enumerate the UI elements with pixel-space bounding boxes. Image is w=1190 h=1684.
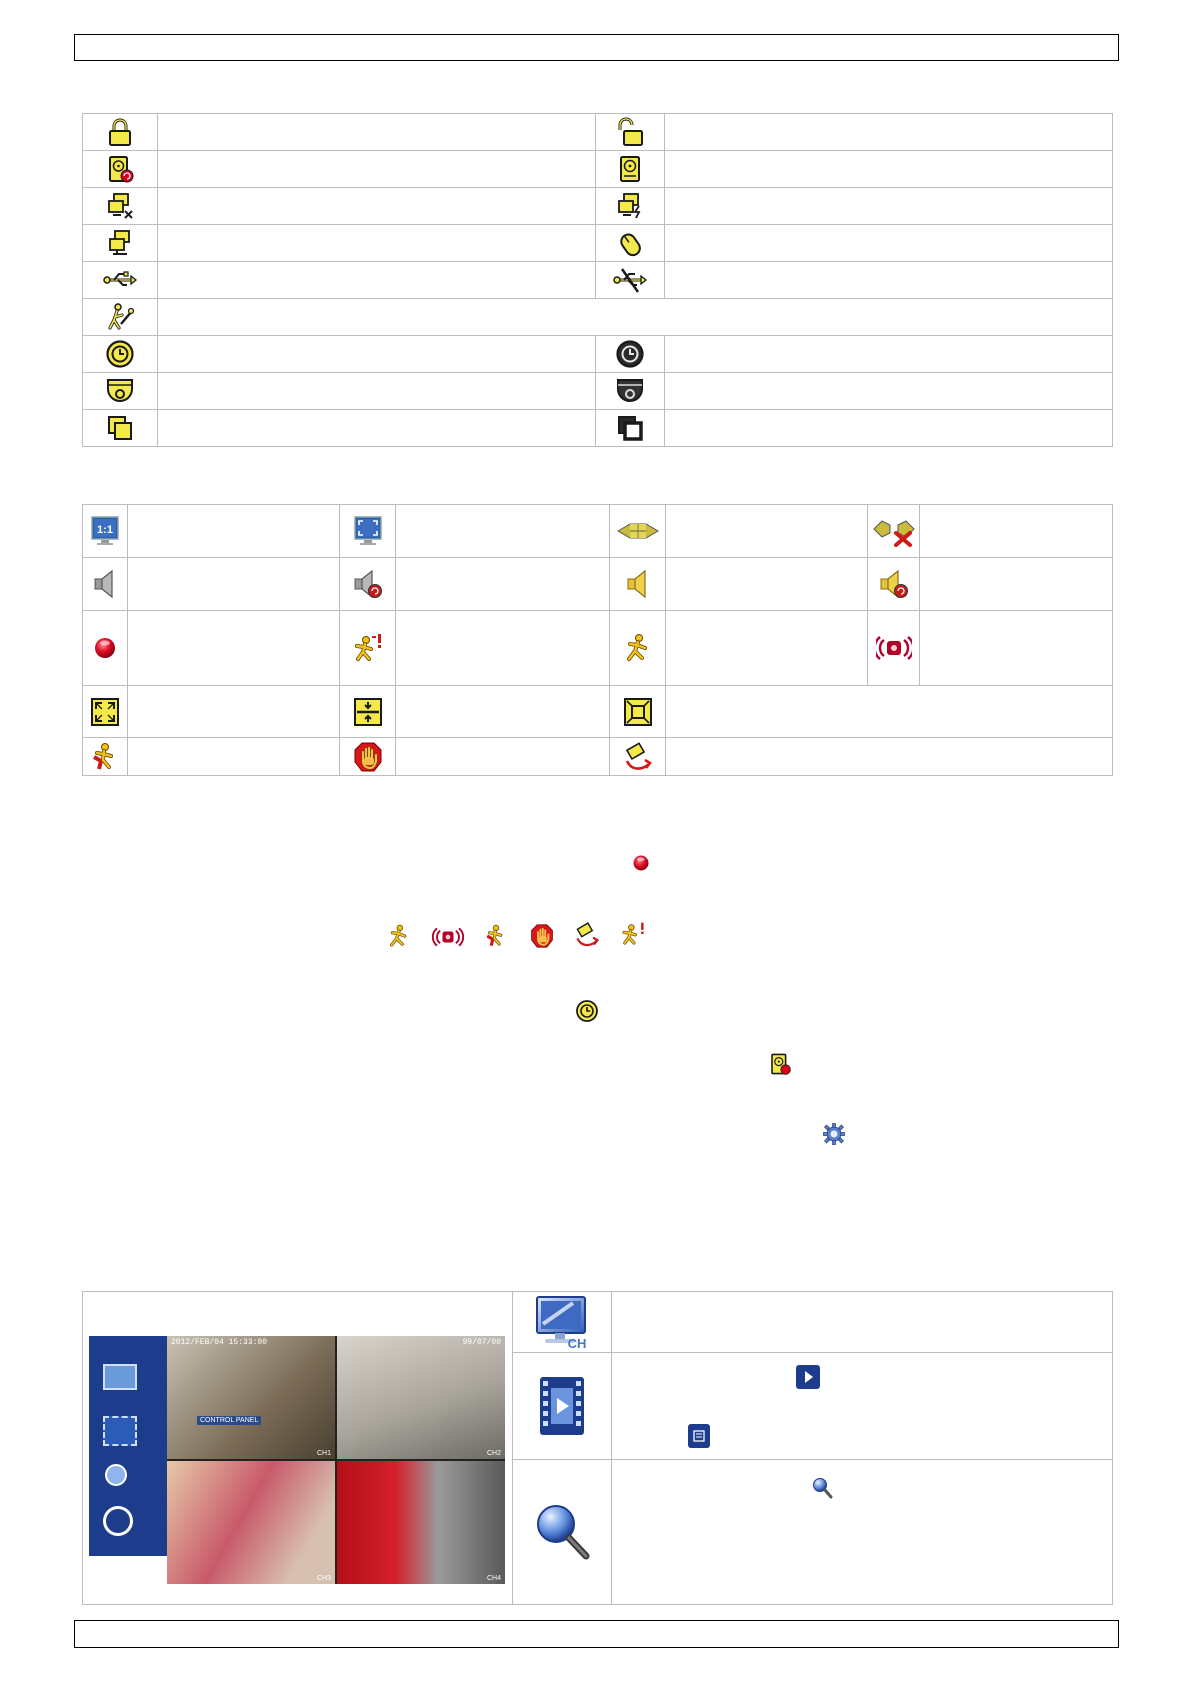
status-text bbox=[158, 373, 596, 410]
stop-label bbox=[396, 738, 610, 776]
status-text bbox=[665, 336, 1113, 373]
motion-alert-icon bbox=[620, 921, 646, 947]
alarm-icon bbox=[432, 926, 464, 948]
osd-date: 2012/FEB/04 15:33:00 bbox=[171, 1338, 268, 1347]
status-text bbox=[158, 262, 596, 299]
camera-view-ch4 bbox=[337, 1461, 505, 1584]
speaker-grey-icon bbox=[83, 558, 128, 611]
motion-icon bbox=[610, 611, 666, 686]
zoom-expand-icon bbox=[83, 686, 128, 738]
status-row bbox=[83, 299, 1113, 336]
cable-disconnected-icon bbox=[868, 505, 920, 558]
fit-label bbox=[666, 686, 1113, 738]
play-icon bbox=[796, 1365, 820, 1389]
ptz-off-icon bbox=[596, 373, 665, 410]
connected-label bbox=[666, 505, 868, 558]
page-footer-box bbox=[74, 1620, 1119, 1648]
ratio-1-1-icon bbox=[83, 505, 128, 558]
timer-record-off-icon bbox=[596, 336, 665, 373]
motion-label bbox=[666, 611, 868, 686]
status-text bbox=[158, 188, 596, 225]
turn-over-icon bbox=[574, 921, 600, 949]
search-magnifier-icon bbox=[105, 1464, 127, 1486]
status-text bbox=[665, 151, 1113, 188]
speaker-yellow-icon bbox=[610, 558, 666, 611]
menu-text-cell bbox=[612, 1353, 1113, 1460]
alarm-icon bbox=[868, 611, 920, 686]
speaker-yellow-muted-icon bbox=[868, 558, 920, 611]
channel-label: CH3 bbox=[316, 1575, 331, 1582]
status-row bbox=[83, 373, 1113, 410]
usb-icon bbox=[83, 262, 158, 299]
motion-alert-icon bbox=[340, 611, 396, 686]
svg-text:1:1: 1:1 bbox=[97, 524, 113, 536]
status-text bbox=[665, 188, 1113, 225]
menu-text bbox=[612, 1292, 1113, 1353]
fullscreen-label bbox=[396, 505, 610, 558]
sequence-on-icon bbox=[83, 410, 158, 447]
sequence-off-icon bbox=[596, 410, 665, 447]
network-internet-icon bbox=[596, 188, 665, 225]
playback-film-icon bbox=[103, 1416, 137, 1446]
audio-on-label bbox=[666, 558, 868, 611]
status-row bbox=[83, 262, 1113, 299]
channel-icon-row bbox=[83, 611, 1113, 686]
unhandled-event-icon bbox=[83, 738, 128, 776]
control-panel-button[interactable]: CONTROL PANEL bbox=[197, 1416, 261, 1425]
menu-text-cell bbox=[612, 1460, 1113, 1605]
status-row bbox=[83, 188, 1113, 225]
search-icon bbox=[810, 1476, 834, 1505]
camera-view-ch2 bbox=[337, 1336, 505, 1459]
status-row bbox=[83, 151, 1113, 188]
list-icon bbox=[688, 1424, 710, 1448]
main-menu-table bbox=[82, 1291, 1113, 1605]
status-text bbox=[158, 225, 596, 262]
alarm-label bbox=[920, 611, 1113, 686]
speaker-grey-muted-icon bbox=[340, 558, 396, 611]
status-text bbox=[665, 373, 1113, 410]
status-text bbox=[665, 225, 1113, 262]
disconnected-label bbox=[920, 505, 1113, 558]
channel-icon-row bbox=[83, 686, 1113, 738]
playback-film-icon bbox=[513, 1353, 612, 1460]
unhandled-event-icon bbox=[484, 923, 508, 949]
channel-icon-table bbox=[82, 504, 1113, 776]
stop-hand-icon bbox=[340, 738, 396, 776]
page-header-box bbox=[74, 34, 1119, 61]
gear-icon bbox=[822, 1122, 846, 1146]
menu-row bbox=[83, 1292, 1113, 1353]
channel-monitor-icon bbox=[103, 1364, 137, 1390]
status-text bbox=[665, 262, 1113, 299]
network-lan-icon bbox=[83, 225, 158, 262]
stop-hand-icon bbox=[530, 923, 554, 949]
record-icon bbox=[632, 854, 650, 872]
status-text bbox=[158, 151, 596, 188]
audio-on-muted-label bbox=[920, 558, 1113, 611]
channel-monitor-icon bbox=[513, 1292, 612, 1353]
fullscreen-monitor-icon bbox=[340, 505, 396, 558]
camera-grid bbox=[167, 1336, 505, 1584]
turn-over-icon bbox=[610, 738, 666, 776]
ch-text: CH bbox=[567, 1336, 587, 1350]
key-lock-icon bbox=[83, 299, 158, 336]
status-row bbox=[83, 410, 1113, 447]
status-row bbox=[83, 225, 1113, 262]
status-text bbox=[158, 336, 596, 373]
status-row bbox=[83, 114, 1113, 151]
status-text bbox=[158, 114, 596, 151]
channel-label: CH2 bbox=[486, 1450, 501, 1457]
status-row bbox=[83, 336, 1113, 373]
hdd-overwrite-icon bbox=[83, 151, 158, 188]
audio-off-muted-label bbox=[396, 558, 610, 611]
status-text bbox=[158, 299, 1113, 336]
expand-label bbox=[128, 686, 340, 738]
channel-label: CH4 bbox=[486, 1575, 501, 1582]
audio-off-label bbox=[128, 558, 340, 611]
mouse-icon bbox=[596, 225, 665, 262]
status-text bbox=[665, 114, 1113, 151]
zoom-compress-icon bbox=[340, 686, 396, 738]
ratio-1-1-label bbox=[128, 505, 340, 558]
menu-sidebar bbox=[89, 1336, 169, 1556]
turnover-label bbox=[666, 738, 1113, 776]
timer-record-on-icon bbox=[83, 336, 158, 373]
record-label bbox=[128, 611, 340, 686]
unlock-icon bbox=[596, 114, 665, 151]
hdd-icon bbox=[596, 151, 665, 188]
channel-label: CH1 bbox=[316, 1450, 331, 1457]
record-icon bbox=[83, 611, 128, 686]
timer-record-on-icon bbox=[575, 999, 599, 1023]
search-magnifier-icon bbox=[513, 1460, 612, 1605]
status-text bbox=[158, 410, 596, 447]
camera-view-ch3 bbox=[167, 1461, 335, 1584]
cable-connected-icon bbox=[610, 505, 666, 558]
motion-icon bbox=[386, 923, 412, 949]
power-icon bbox=[103, 1506, 133, 1536]
channel-icon-row bbox=[83, 738, 1113, 776]
camera-view-ch1 bbox=[167, 1336, 335, 1459]
channel-icon-row bbox=[83, 505, 1113, 558]
zoom-fit-icon bbox=[610, 686, 666, 738]
hdd-overwrite-icon bbox=[768, 1052, 792, 1076]
status-text bbox=[665, 410, 1113, 447]
motion-alert-label bbox=[396, 611, 610, 686]
status-icon-table bbox=[82, 113, 1113, 447]
event-label bbox=[128, 738, 340, 776]
channel-icon-row bbox=[83, 558, 1113, 611]
compress-label bbox=[396, 686, 610, 738]
lock-icon bbox=[83, 114, 158, 151]
usb-disconnected-icon bbox=[596, 262, 665, 299]
network-disconnected-icon bbox=[83, 188, 158, 225]
menu-screenshot-cell bbox=[83, 1292, 513, 1605]
osd-right: 99/07/00 bbox=[462, 1338, 501, 1347]
ptz-on-icon bbox=[83, 373, 158, 410]
